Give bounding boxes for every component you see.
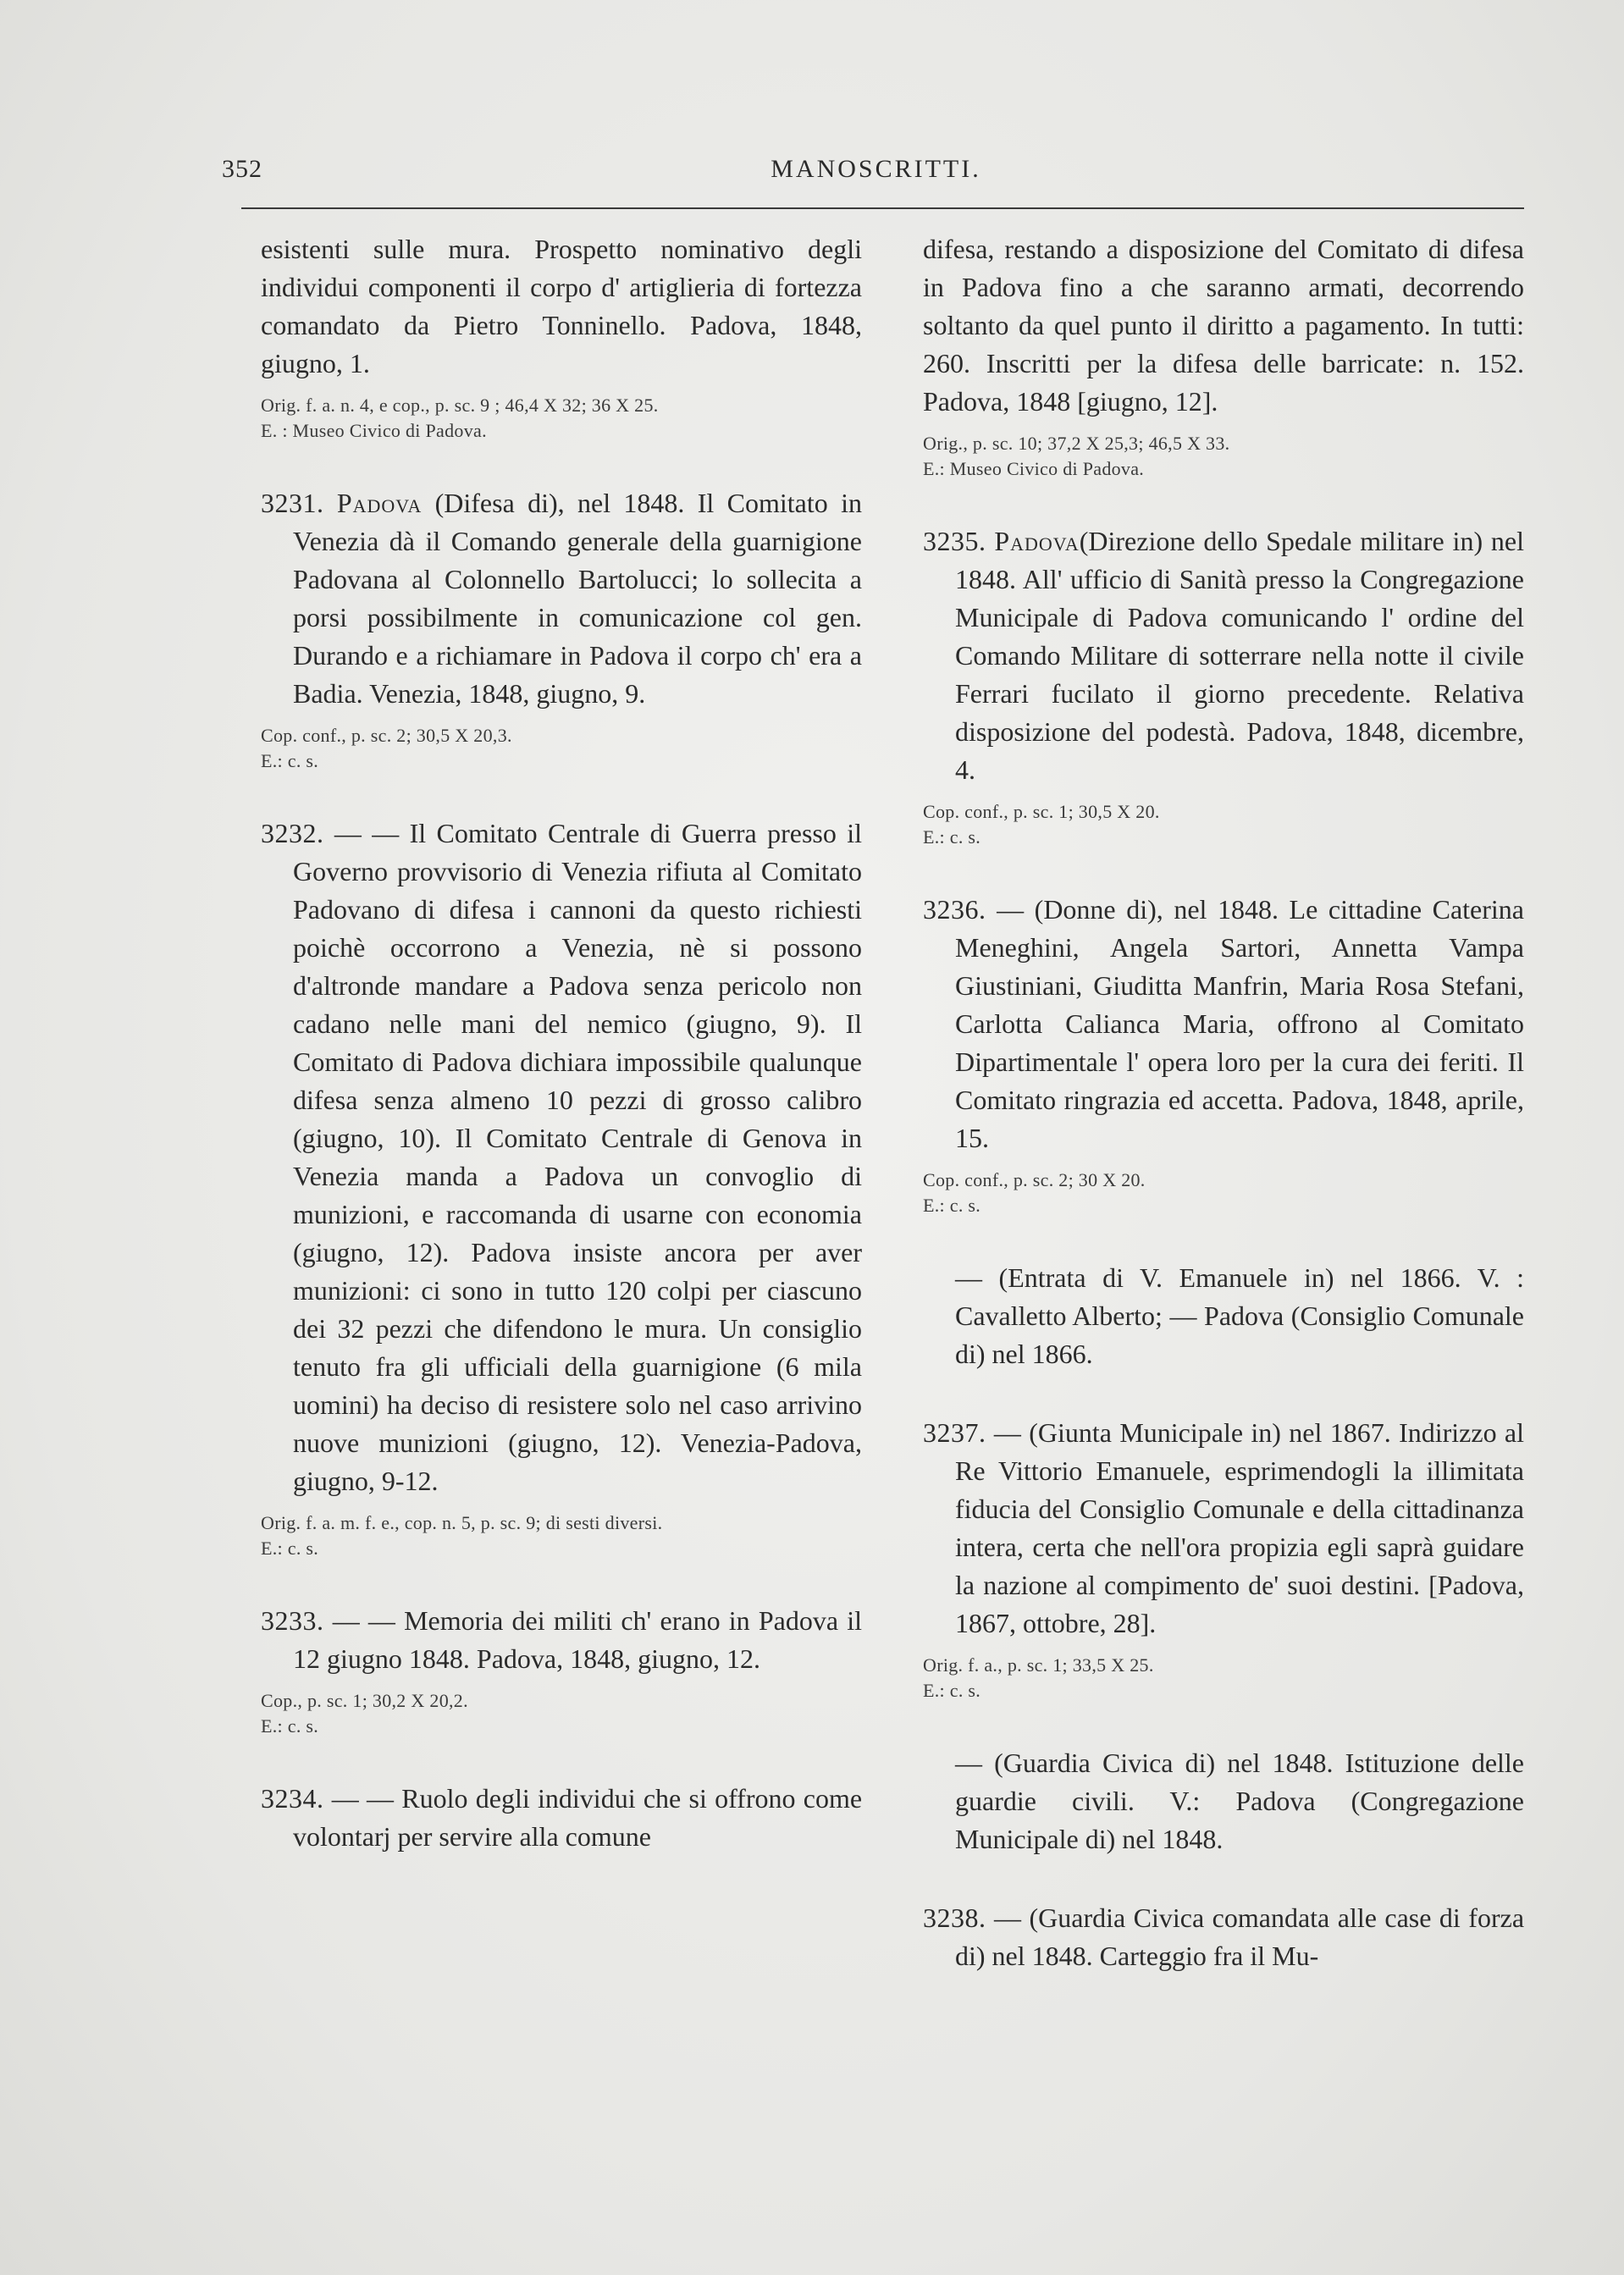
entry-location: E.: c. s. (923, 1680, 981, 1701)
entry-location: E.: c. s. (923, 826, 981, 848)
entry-number: 3237. (923, 1417, 986, 1448)
entry-physical-description: Orig. f. a. m. f. e., cop. n. 5, p. sc. 9; di sesti diversi. (261, 1512, 663, 1533)
entry-heading: — (993, 1417, 1021, 1448)
entry-text: 3236. — (Donne di), nel 1848. Le cittadine Caterina Meneghini, Angela Sartori, Annetta Vampa Giustiniani, Giuditta Manfrin, Maria Rosa Stefani, Carlotta Calianca Maria, offrono al Comitato Dipartimentale l' opera loro per la cura dei feriti. Il Comitato ringrazia ed accetta. Padova, 1848, aprile, 15. (923, 894, 1525, 1153)
catalog-entry-continuation (923, 230, 1524, 482)
entry-text: 3234. — — Ruolo degli individui che si offrono come volontarj per servire alla comune (261, 1783, 863, 1852)
entry-text: 3235. Padova(Direzione dello Spedale militare in) nel 1848. All' ufficio di Sanità presso la Congregazione Municipale di Padova comunicando l' ordine del Comando Militare di sotterrare nella notte il civile Ferrari fucilato il giorno precedente. Relativa disposizione del podestà. Padova, 1848, dicembre, 4. (923, 526, 1525, 785)
entry-text: esistenti sulle mura. Prospetto nominativo degli individui componenti il corpo d' artiglieria di fortezza comandato da Pietro Tonninello. Padova, 1848, giugno, 1. (261, 234, 862, 378)
entry-heading: — (955, 1748, 982, 1778)
cross-reference-entry (923, 1744, 1524, 1858)
catalog-entry-3235 (923, 522, 1524, 850)
entry-meta (261, 1688, 862, 1739)
entry-text: 3231. Padova (Difesa di), nel 1848. Il Comitato in Venezia dà il Comando generale della guarnigione Padovana al Colonnello Bartolucci; lo sollecita a porsi possibilmente in comunicazione col gen. Durando e a richiamare in Padova il corpo ch' era a Badia. Venezia, 1848, giugno, 9. (261, 488, 863, 709)
entry-physical-description: Cop. conf., p. sc. 1; 30,5 X 20. (923, 801, 1160, 822)
entry-heading: Padova (994, 526, 1080, 556)
entry-heading: — — (332, 1605, 395, 1636)
page-header (222, 155, 1530, 189)
catalog-entry-3238 (923, 1899, 1524, 1975)
entry-location: E.: c. s. (261, 1538, 319, 1559)
entry-number: 3238. (923, 1902, 986, 1933)
entry-text: 3238. — (Guardia Civica comandata alle case di forza di) nel 1848. Carteggio fra il Mu- (923, 1902, 1525, 1971)
entry-text: 3237. — (Giunta Municipale in) nel 1867. Indirizzo al Re Vittorio Emanuele, esprimendogli la illimitata fiducia del Consiglio Comunale e della cittadinanza intera, certa che nell'ora propizia egli saprà guidare la nazione al compimento de' suoi destini. [Padova, 1867, ottobre, 28]. (923, 1417, 1525, 1638)
entry-meta (923, 799, 1524, 850)
entry-location: E.: c. s. (261, 750, 319, 771)
entry-meta (261, 723, 862, 774)
entry-number: 3233. (261, 1605, 324, 1636)
entry-location: E. : Museo Civico di Padova. (261, 420, 487, 441)
entry-number: 3235. (923, 526, 986, 556)
entry-location: E.: c. s. (261, 1715, 319, 1737)
header-rule (241, 207, 1524, 209)
entry-physical-description: Orig., p. sc. 10; 37,2 X 25,3; 46,5 X 33. (923, 433, 1230, 454)
entry-text: difesa, restando a disposizione del Comitato di difesa in Padova fino a che saranno armati, decorrendo soltanto da quel punto il diritto a pagamento. In tutti: 260. Inscritti per la difesa delle barricate: n. 152. Padova, 1848 [giugno, 12]. (923, 234, 1524, 417)
left-column (261, 230, 862, 1897)
entry-heading: — (997, 894, 1025, 925)
catalog-entry-3233 (261, 1602, 862, 1739)
catalog-entry-3234 (261, 1780, 862, 1856)
entry-text: 3232. — — Il Comitato Centrale di Guerra presso il Governo provvisorio di Venezia rifiuta al Comitato Padovano di difesa i cannoni da questo richiesti poichè occorrono a Venezia, nè si possono d'altronde mandare a Padova senza pericolo non cadano nelle mani del nemico (giugno, 9). Il Comitato di Padova dichiara impossibile qualunque difesa senza almeno 10 pezzi di grosso calibro (giugno, 10). Il Comitato Centrale di Genova in Venezia manda a Padova un convoglio di munizioni, e raccomanda di usarne con economia (giugno, 12). Padova insiste ancora per aver munizioni: ci sono in tutto 120 colpi per ciascuno dei 32 pezzi che difendono le mura. Un consiglio tenuto fra gli ufficiali della guarnigione (6 mila uomini) ha deciso di resistere solo nel caso arrivino nuove munizioni (giugno, 12). Venezia-Padova, giugno, 9-12. (261, 818, 863, 1496)
entry-physical-description: Orig. f. a. n. 4, e cop., p. sc. 9 ; 46,4 X 32; 36 X 25. (261, 395, 659, 416)
entry-number: 3234. (261, 1783, 324, 1814)
entry-physical-description: Cop. conf., p. sc. 2; 30,5 X 20,3. (261, 725, 512, 746)
catalog-entry-continuation (261, 230, 862, 444)
running-title: MANOSCRITTI. (771, 155, 981, 183)
entry-physical-description: Orig. f. a., p. sc. 1; 33,5 X 25. (923, 1654, 1154, 1676)
entry-heading: — — (331, 1783, 395, 1814)
entry-number: 3231. (261, 488, 324, 518)
entry-meta (923, 1653, 1524, 1703)
entry-meta (923, 431, 1524, 482)
entry-meta (261, 393, 862, 444)
entry-location: E.: c. s. (923, 1195, 981, 1216)
entry-heading: Padova (336, 488, 423, 518)
entry-heading: — (993, 1902, 1021, 1933)
entry-heading: — (955, 1262, 982, 1293)
entry-text: 3233. — — Memoria dei militi ch' erano in Padova il 12 giugno 1848. Padova, 1848, giugno, 12. (261, 1605, 863, 1674)
entry-text: — (Guardia Civica di) nel 1848. Istituzione delle guardie civili. V.: Padova (Congregazione Municipale di) nel 1848. (955, 1748, 1525, 1854)
cross-reference-entry (923, 1259, 1524, 1373)
catalog-entry-3237 (923, 1414, 1524, 1703)
entry-physical-description: Cop., p. sc. 1; 30,2 X 20,2. (261, 1690, 468, 1711)
entry-number: 3232. (261, 818, 324, 848)
right-column (923, 230, 1524, 2016)
entry-physical-description: Cop. conf., p. sc. 2; 30 X 20. (923, 1169, 1146, 1190)
entry-location: E.: Museo Civico di Padova. (923, 458, 1145, 479)
catalog-entry-3231 (261, 484, 862, 774)
entry-text: — (Entrata di V. Emanuele in) nel 1866. V. : Cavalletto Alberto; — Padova (Consiglio Comunale di) nel 1866. (955, 1262, 1524, 1369)
page-number: 352 (222, 155, 262, 183)
entry-meta (261, 1510, 862, 1561)
entry-number: 3236. (923, 894, 986, 925)
catalog-entry-3236 (923, 891, 1524, 1218)
entry-heading: — — (334, 818, 400, 848)
catalog-entry-3232 (261, 814, 862, 1561)
entry-meta (923, 1168, 1524, 1218)
